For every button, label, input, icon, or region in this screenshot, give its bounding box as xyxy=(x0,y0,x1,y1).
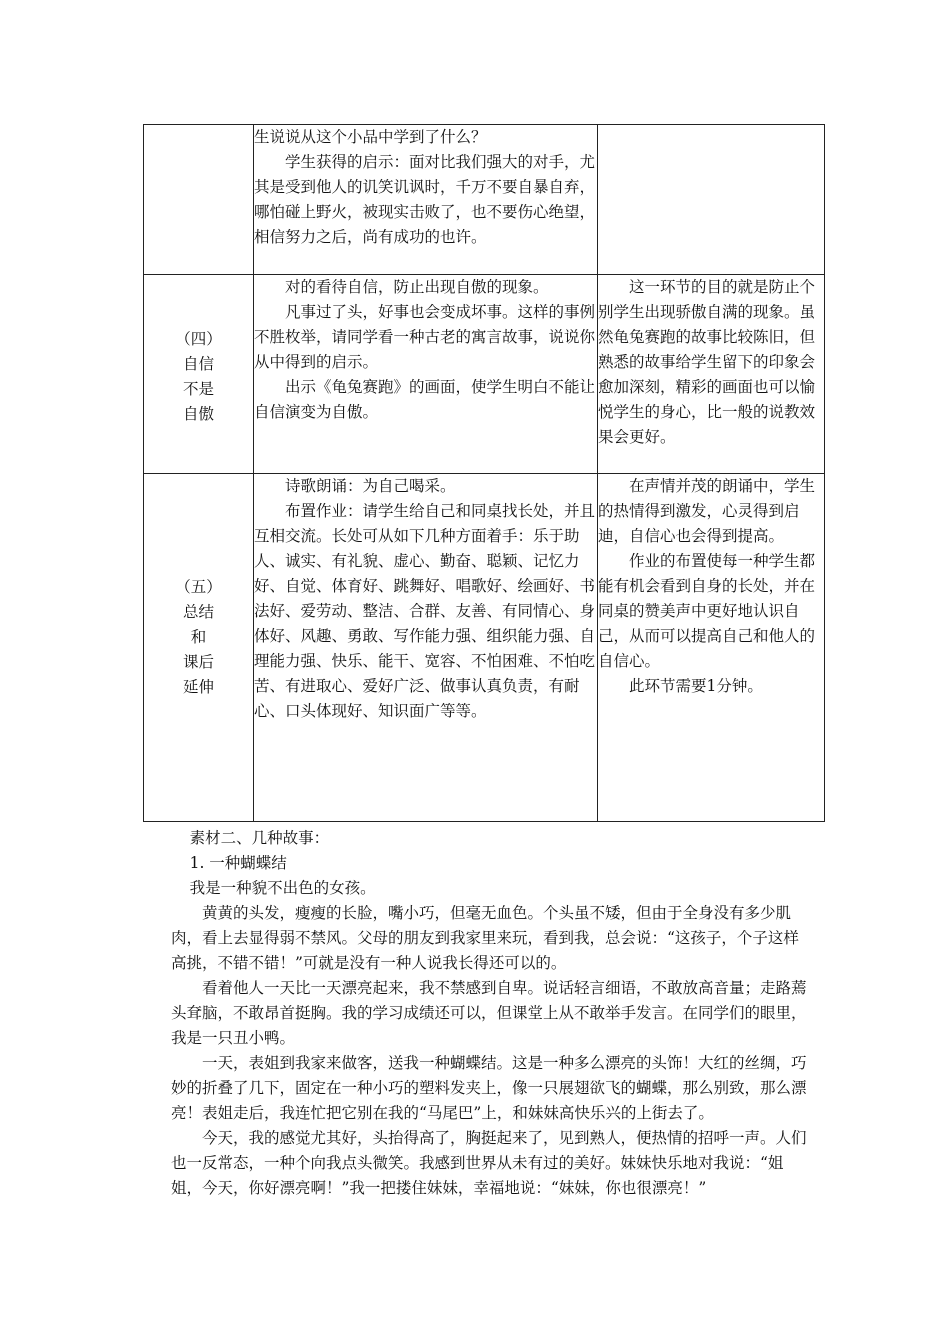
stage-title-line: 课后 xyxy=(182,653,214,671)
stage-cell xyxy=(144,474,254,822)
activity-paragraph: 布置作业：请学生给自己和同桌找长处，并且互相交流。长处可从如下几种方面着手：乐于助人、诚实、有礼貌、虚心、勤奋、聪颖、记忆力好、自觉、体育好、跳舞好、唱歌好、绘画好、书法好、爱劳动、整洁、合群、友善、有同情心、身体好、风趣、勇敢、写作能力强、组织能力强、自理能力强、快乐、能干、宽容、不怕困难、不怕吃苦、有进取心、爱好广泛、做事认真负责，有耐心、口头体现好、知识面广等等。 xyxy=(254,502,596,720)
activity-paragraph: 凡事过了头，好事也会变成坏事。这样的事例不胜枚举，请同学看一种古老的寓言故事，说说你从中得到的启示。 xyxy=(254,303,596,371)
table-row xyxy=(144,125,825,275)
intent-paragraph: 此环节需要1分钟。 xyxy=(629,677,763,695)
table-row xyxy=(144,474,825,822)
activity-paragraph: 对的看待自信，防止出现自傲的现象。 xyxy=(285,278,549,296)
lesson-plan-table xyxy=(143,124,825,822)
stage-title-line: 总结 xyxy=(182,603,214,621)
story-paragraph: 一天，表姐到我家来做客，送我一种蝴蝶结。这是一种多么漂亮的头饰！大红的丝绸，巧妙的折叠了几下，固定在一种小巧的塑料发夹上，像一只展翅欲飞的蝴蝶，那么别致，那么漂亮！表姐走后，我连忙把它别在我的“马尾巴”上，和妹妹高快乐兴的上街去了。 xyxy=(171,1054,807,1122)
activity-paragraph: 出示《龟兔赛跑》的画面，使学生明白不能让自信演变为自傲。 xyxy=(254,378,596,421)
intent-cell xyxy=(598,275,825,474)
activity-cell xyxy=(254,474,598,822)
activity-paragraph: 学生获得的启示：面对比我们强大的对手，尤其是受到他人的讥笑讥讽时，千万不要自暴自弃，哪怕碰上野火，被现实击败了，也不要伤心绝望，相信努力之后，尚有成功的也许。 xyxy=(254,153,596,246)
section-heading: 素材二、几种故事： xyxy=(189,829,330,847)
stage-cell xyxy=(144,125,254,275)
material-section xyxy=(171,826,811,1201)
table-row xyxy=(144,275,825,474)
activity-cell xyxy=(254,125,598,275)
stage-title-line: 自信 xyxy=(182,355,214,373)
intent-paragraph: 作业的布置使每一种学生都能有机会看到自身的长处，并在同桌的赞美声中更好地认识自己，从而可以提高自己和他人的自信心。 xyxy=(598,552,816,670)
intent-paragraph: 在声情并茂的朗诵中，学生的热情得到激发，心灵得到启迪，自信心也会得到提高。 xyxy=(598,477,816,545)
activity-cell xyxy=(254,275,598,474)
intent-cell xyxy=(598,474,825,822)
stage-title-line: 延伸 xyxy=(182,678,214,696)
stage-number: （五） xyxy=(175,578,222,596)
stage-title-line: 自傲 xyxy=(182,405,214,423)
intent-paragraph: 这一环节的目的就是防止个别学生出现骄傲自满的现象。虽然龟兔赛跑的故事比较陈旧，但熟悉的故事给学生留下的印象会愈加深刻，精彩的画面也可以愉悦学生的身心，比一般的说教效果会更好。 xyxy=(598,278,816,446)
stage-title-line: 和 xyxy=(190,628,207,646)
stage-number: （四） xyxy=(175,330,222,348)
activity-paragraph: 生说说从这个小品中学到了什么？ xyxy=(254,128,487,146)
story-paragraph: 黄黄的头发，瘦瘦的长脸，嘴小巧，但毫无血色。个头虽不矮，但由于全身没有多少肌肉，看上去显得弱不禁风。父母的朋友到我家里来玩，看到我，总会说：“这孩子，个子这样高挑，不错不错！”可就是没有一种人说我长得还可以的。 xyxy=(171,904,799,972)
story-paragraph: 今天，我的感觉尤其好，头抬得高了，胸挺起来了，见到熟人，便热情的招呼一声。人们也一反常态，一种个向我点头微笑。我感到世界从未有过的美好。妹妹快乐地对我说：“姐姐，今天，你好漂亮啊！”我一把搂住妹妹，幸福地说：“妹妹，你也很漂亮！” xyxy=(171,1129,807,1197)
intent-cell xyxy=(598,125,825,275)
story-paragraph: 我是一种貌不出色的女孩。 xyxy=(189,879,376,897)
activity-paragraph: 诗歌朗诵：为自己喝采。 xyxy=(285,477,456,495)
stage-cell xyxy=(144,275,254,474)
stage-title-line: 不是 xyxy=(182,380,214,398)
story-paragraph: 看着他人一天比一天漂亮起来，我不禁感到自卑。说话轻言细语，不敢放高音量；走路蔫头耷脑，不敢昂首挺胸。我的学习成绩还可以，但课堂上从不敢举手发言。在同学们的眼里，我是一只丑小鸭。 xyxy=(171,979,807,1047)
story-title: 1. 一种蝴蝶结 xyxy=(189,854,287,872)
